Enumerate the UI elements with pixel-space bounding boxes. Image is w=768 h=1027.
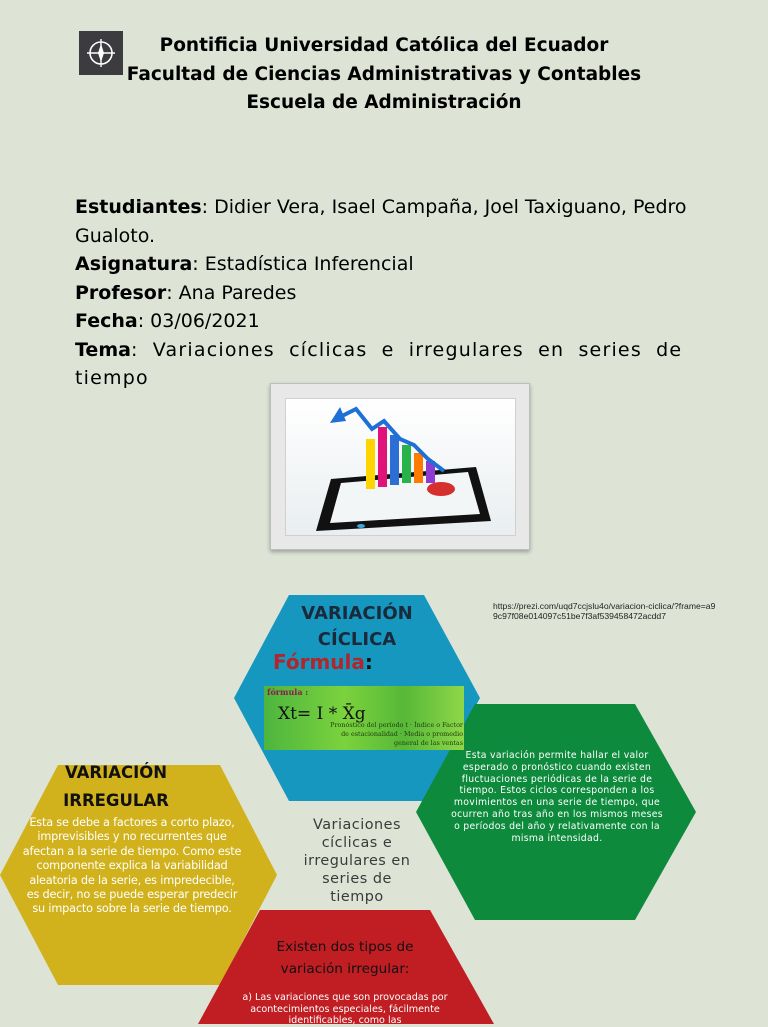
topic-label: Tema [75,338,131,361]
irregular-types-title: Existen dos tipos de variación irregular: [276,939,414,977]
date-label: Fecha [75,310,138,332]
formula-notes: Pronóstico del período t · Índice o Factor de estacionalidad · Media o promedio general de las ventas [330,721,463,747]
subject-label: Asignatura [75,253,193,275]
students-line [75,193,695,250]
formula-label-text: Fórmula [273,650,365,674]
formula-image-title: fórmula : [267,687,309,697]
formula-image [264,686,464,750]
formula-equation: Xt= I * X̄g [278,704,366,724]
school-name: Escuela de Administración [246,92,522,113]
cyclic-description: Esta variación permite hallar el valor esperado o pronóstico cuando existen fluctuaciones periódicas de la serie de tiempo. Estos ciclos corresponden a los movimientos en una serie de tiempo, que ocurren año tras año en los mismos meses o períodos del año y relativamente con la misma intensidad. [451,750,663,844]
university-name: Pontificia Universidad Católica del Ecuador [159,35,609,56]
date-line [75,307,695,336]
students-label: Estudiantes [75,196,202,218]
professor-value: : Ana Paredes [166,281,297,304]
subject-line [75,250,695,279]
source-link[interactable]: https://prezi.com/uqd7ccjslu4o/variacion-ciclica/?frame=a99c97f08e014097c51be7f3af539458472acdd7 [493,601,716,621]
formula-label [273,650,373,674]
irregular-description: Esta se debe a factores a corto plazo, imprevisibles y no recurrentes que afectan a la serie de tiempo. Como este componente explica la variabilidad aleatoria de la serie, es impredecible, es decir, no se puede esperar predecir su impacto sobre la serie de tiempo. [22,816,242,916]
topic-value: : Variaciones cíclicas e irregulares en series de tiempo [75,338,683,389]
cyclic-title: VARIACIÓN CÍCLICA [301,603,413,650]
professor-label: Profesor [75,281,167,304]
date-value: : 03/06/2021 [137,310,260,332]
irregular-title: VARIACIÓN IRREGULAR [63,763,169,810]
faculty-name: Facultad de Ciencias Administrativas y Contables [126,63,642,85]
irregular-type-a: a) Las variaciones que son provocadas por acontecimientos especiales, fácilmente identificables, como las [242,992,448,1027]
formula-colon: : [364,650,373,674]
info-block [75,193,695,393]
tablet-chart-image [285,398,516,536]
central-topic: Variaciones cíclicas e irregulares en series de tiempo [303,817,411,905]
students-value: : Didier Vera, Isael Campaña, Joel Taxiguano, Pedro Gualoto. [75,196,687,247]
subject-value: : Estadística Inferencial [192,253,414,275]
document-header [100,32,668,118]
professor-line [75,279,695,308]
statistics-illustration [270,383,530,550]
